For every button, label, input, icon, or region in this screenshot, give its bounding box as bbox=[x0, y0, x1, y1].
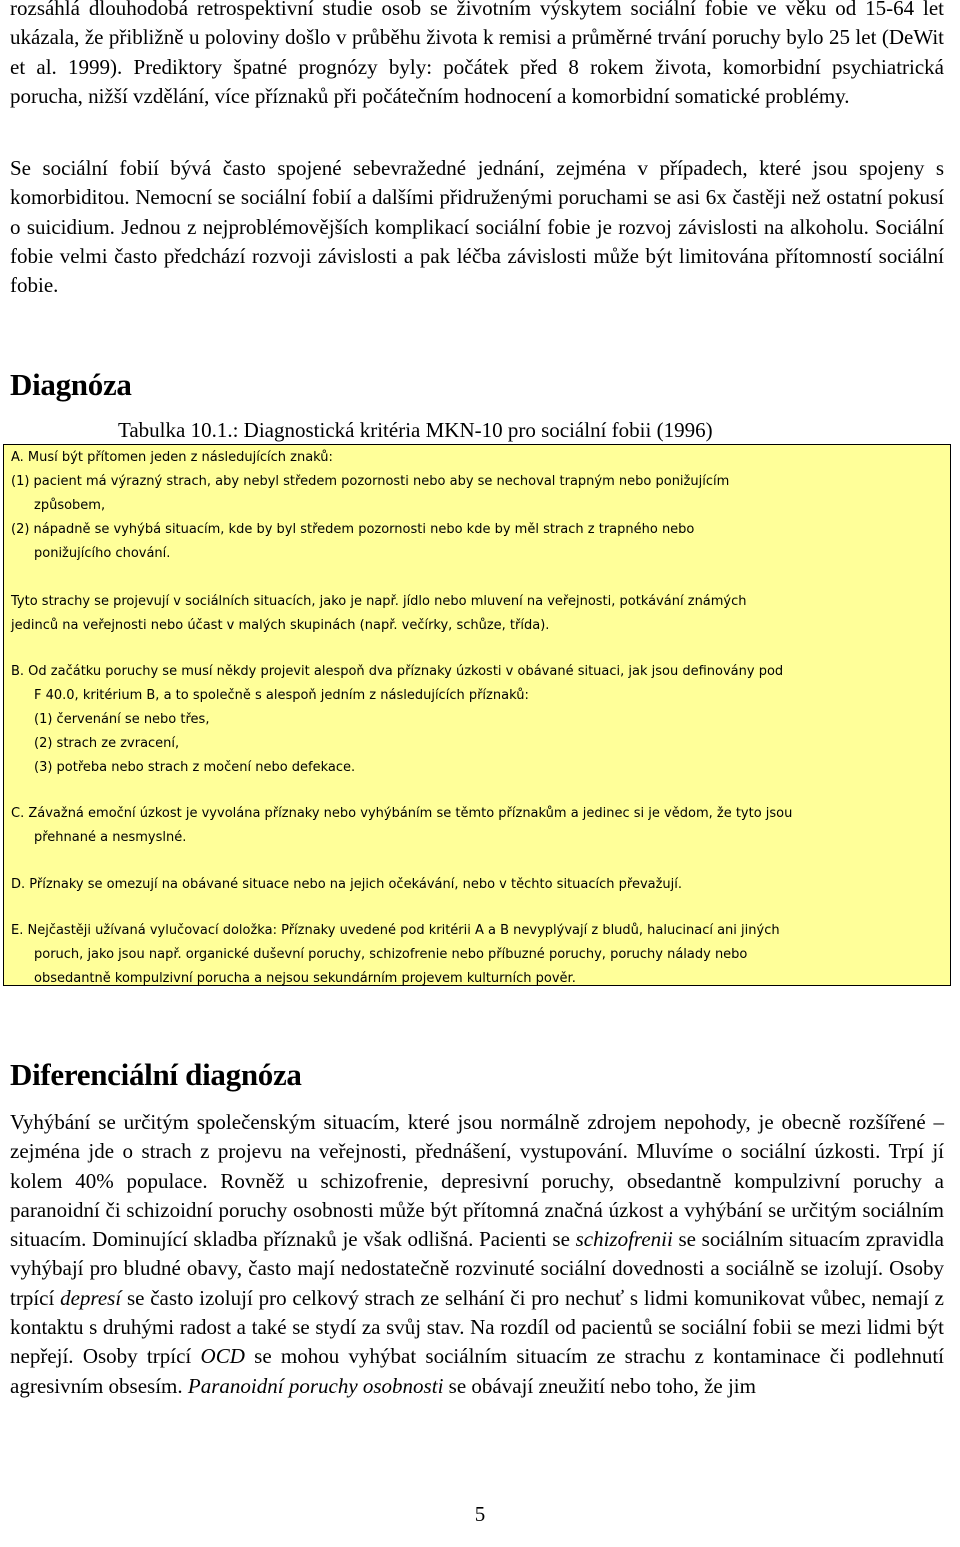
criteria-line-e-cont-1: poruch, jako jsou např. organické duševní poruchy, schizofrenie nebo příbuzné poruchy, poruchy nálady nebo bbox=[34, 947, 748, 962]
section-heading-differential: Diferenciální diagnóza bbox=[10, 1057, 302, 1092]
criteria-line-c-cont: přehnané a nesmyslné. bbox=[34, 830, 187, 845]
differential-text-3: se často izolují pro celkový strach ze selhání či pro nechuť s lidmi komunikovat vůbec, nemají z kontaktu s druhými radost a také se stydí za svůj stav. Na rozdíl od pacientů se sociální fobii se mezi lidmi být nepřejí. Osoby trpící bbox=[10, 1285, 944, 1369]
diagnostic-criteria-box bbox=[3, 444, 951, 986]
differential-italic-depresi: depresí bbox=[60, 1285, 122, 1310]
criteria-line-a-2-cont: ponižujícího chování. bbox=[34, 546, 171, 561]
differential-text-2: se sociálním situacím zpravidla vyhýbají pro bludné obavy, často mají nedostatečně rozvinuté sociální dovednosti a sociálně se izolují. Osoby trpící bbox=[10, 1227, 944, 1310]
section-heading-diagnoza: Diagnóza bbox=[10, 367, 132, 402]
differential-paragraph bbox=[10, 1108, 944, 1401]
criteria-line-b-3: (3) potřeba nebo strach z močení nebo defekace. bbox=[34, 760, 356, 775]
criteria-line-a-title: A. Musí být přítomen jeden z následujících znaků: bbox=[11, 450, 333, 465]
criteria-line-e-cont-2: obsedantně kompulzivní porucha a nejsou sekundárním projevem kulturních pověr. bbox=[34, 971, 576, 986]
criteria-line-e: E. Nejčastěji užívaná vylučovací doložka: Příznaky uvedené pod kritérii A a B nevyplývají z bludů, halucinací ani jiných bbox=[11, 923, 780, 938]
differential-text-1: Vyhýbání se určitým společenským situacím, které jsou normálně zdrojem nepohody, je obecně rozšířené – zejména jde o strach z projevu na veřejnosti, přednášení, vystupování. Mluvíme o sociální úzkosti. Trpí jí kolem 40% populace. Rovněž u schizofrenie, depresivní poruchy, obsedantně kompulzivní poruchy a paranoidní či schizoidní poruchy osobnosti může být přítomná značná úzkost a vyhýbání se určitým sociálním situacím. Dominující skladba příznaků je však odlišná. Pacienti se bbox=[10, 1110, 944, 1252]
page-number: 5 bbox=[474, 1502, 486, 1526]
differential-text-4: se mohou vyhýbat sociálním situacím ze strachu z kontaminace či podlehnutí agresivním obsesím. bbox=[10, 1344, 944, 1398]
differential-italic-schizofrenii: schizofrenii bbox=[575, 1227, 673, 1252]
criteria-line-a-1: (1) pacient má výrazný strach, aby nebyl středem pozornosti nebo aby se nechoval trapným nebo ponižujícím bbox=[11, 474, 730, 489]
differential-italic-ocd: OCD bbox=[200, 1344, 245, 1369]
table-caption: Tabulka 10.1.: Diagnostická kritéria MKN-10 pro sociální fobii (1996) bbox=[118, 418, 713, 442]
suicide-paragraph: Se sociální fobií bývá často spojené sebevražedné jednání, zejména v případech, které jsou spojeny s komorbiditou. Nemocní se sociální fobií a dalšími přidruženými poruchami se asi 6x častěji než ostatní pokusí o suicidium. Jednou z nejproblémovějších komplikací sociální fobie je rozvoj závislosti na alkoholu. Sociální fobie velmi často předchází rozvoji závislosti a pak léčba závislosti může být limitována přítomností sociální fobie. bbox=[10, 156, 944, 298]
criteria-line-c: C. Závažná emoční úzkost je vyvolána příznaky nebo vyhýbáním se těmto příznakům a jedinec si je vědom, že tyto jsou bbox=[11, 806, 793, 821]
criteria-line-b-2: (2) strach ze zvracení, bbox=[34, 736, 180, 751]
intro-paragraph: rozsáhlá dlouhodobá retrospektivní studie osob se životním výskytem sociální fobie ve věku od 15-64 let ukázala, že přibližně u poloviny došlo v průběhu života k remisi a průměrné trvání poruchy bylo 25 let (DeWit et al. 1999). Prediktory špatné prognózy byly: počátek před 8 rokem života, komorbidní psychiatrická porucha, nižší vzdělání, více příznaků při počátečním hodnocení a komorbidní somatické problémy. bbox=[10, 0, 944, 108]
criteria-line-a-1-cont: způsobem, bbox=[34, 498, 106, 513]
criteria-line-a-2: (2) nápadně se vyhýbá situacím, kde by byl středem pozornosti nebo kde by měl strach z trapného nebo bbox=[11, 522, 695, 537]
criteria-line-b-title: B. Od začátku poruchy se musí někdy projevit alespoň dva příznaky úzkosti v obávané situaci, jak jsou definovány pod bbox=[11, 664, 784, 679]
criteria-line-b-cont: F 40.0, kritérium B, a to společně s alespoň jedním z následujících příznaků: bbox=[34, 688, 529, 703]
criteria-line-situations: Tyto strachy se projevují v sociálních situacích, jako je např. jídlo nebo mluvení na veřejnosti, potkávání známých bbox=[11, 594, 747, 609]
criteria-line-d: D. Příznaky se omezují na obávané situace nebo na jejich očekávání, nebo v těchto situacích převažují. bbox=[11, 877, 683, 892]
differential-text-5: se obávají zneužití nebo toho, že jim bbox=[443, 1373, 756, 1398]
criteria-line-b-1: (1) červenání se nebo třes, bbox=[34, 712, 210, 727]
criteria-line-situations-cont: jedinců na veřejnosti nebo účast v malých skupinách (např. večírky, schůze, třída). bbox=[11, 618, 550, 633]
differential-italic-paranoid: Paranoidní poruchy osobnosti bbox=[187, 1373, 444, 1398]
